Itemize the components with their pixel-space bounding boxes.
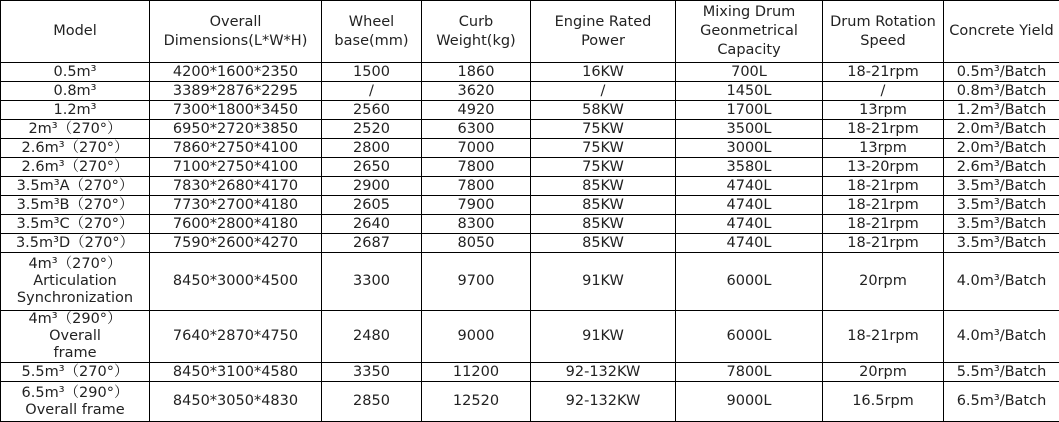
cell-engine-power: 75KW: [531, 120, 676, 139]
cell-rotation-speed: /: [823, 82, 944, 101]
cell-drum-capacity: 700L: [676, 63, 823, 82]
cell-concrete-yield: 2.0m³/Batch: [944, 139, 1059, 158]
cell-concrete-yield: 3.5m³/Batch: [944, 196, 1059, 215]
cell-engine-power: 58KW: [531, 101, 676, 120]
cell-dimensions: 3389*2876*2295: [150, 82, 322, 101]
cell-concrete-yield: 3.5m³/Batch: [944, 215, 1059, 234]
cell-engine-power: 85KW: [531, 196, 676, 215]
cell-curb-weight: 9000: [422, 311, 531, 363]
cell-drum-capacity: 6000L: [676, 253, 823, 311]
cell-wheelbase: 2650: [322, 158, 422, 177]
cell-wheelbase: 3300: [322, 253, 422, 311]
cell-drum-capacity: 9000L: [676, 382, 823, 422]
cell-wheelbase: /: [322, 82, 422, 101]
cell-wheelbase: 2560: [322, 101, 422, 120]
cell-model: 2.6m³（270°）: [1, 139, 150, 158]
cell-dimensions: 7830*2680*4170: [150, 177, 322, 196]
cell-drum-capacity: 4740L: [676, 196, 823, 215]
cell-curb-weight: 1860: [422, 63, 531, 82]
cell-drum-capacity: 3500L: [676, 120, 823, 139]
cell-wheelbase: 2480: [322, 311, 422, 363]
cell-model: 0.5m³: [1, 63, 150, 82]
cell-concrete-yield: 0.8m³/Batch: [944, 82, 1059, 101]
cell-rotation-speed: 18-21rpm: [823, 177, 944, 196]
cell-wheelbase: 2520: [322, 120, 422, 139]
cell-curb-weight: 8300: [422, 215, 531, 234]
cell-drum-capacity: 3000L: [676, 139, 823, 158]
cell-drum-capacity: 1450L: [676, 82, 823, 101]
cell-curb-weight: 6300: [422, 120, 531, 139]
cell-model: 3.5m³D（270°）: [1, 234, 150, 253]
cell-model: 3.5m³A（270°）: [1, 177, 150, 196]
cell-model: 2.6m³（270°）: [1, 158, 150, 177]
cell-drum-capacity: 4740L: [676, 215, 823, 234]
cell-rotation-speed: 16.5rpm: [823, 382, 944, 422]
header-engine-power: Engine Rated Power: [531, 1, 676, 63]
cell-rotation-speed: 18-21rpm: [823, 63, 944, 82]
cell-rotation-speed: 18-21rpm: [823, 234, 944, 253]
cell-curb-weight: 7900: [422, 196, 531, 215]
cell-model: 6.5m³（290°） Overall frame: [1, 382, 150, 422]
header-concrete-yield: Concrete Yield: [944, 1, 1059, 63]
table-row: [1, 139, 1059, 158]
cell-curb-weight: 12520: [422, 382, 531, 422]
table-row: [1, 196, 1059, 215]
cell-model: 3.5m³B（270°）: [1, 196, 150, 215]
cell-wheelbase: 3350: [322, 363, 422, 382]
cell-dimensions: 7860*2750*4100: [150, 139, 322, 158]
cell-concrete-yield: 4.0m³/Batch: [944, 311, 1059, 363]
cell-concrete-yield: 3.5m³/Batch: [944, 234, 1059, 253]
cell-concrete-yield: 4.0m³/Batch: [944, 253, 1059, 311]
cell-rotation-speed: 18-21rpm: [823, 215, 944, 234]
cell-dimensions: 8450*3000*4500: [150, 253, 322, 311]
cell-curb-weight: 7000: [422, 139, 531, 158]
cell-engine-power: 85KW: [531, 177, 676, 196]
cell-dimensions: 7730*2700*4180: [150, 196, 322, 215]
cell-engine-power: 75KW: [531, 139, 676, 158]
cell-drum-capacity: 1700L: [676, 101, 823, 120]
header-rotation-speed: Drum Rotation Speed: [823, 1, 944, 63]
cell-concrete-yield: 0.5m³/Batch: [944, 63, 1059, 82]
header-row: [1, 1, 1059, 63]
cell-engine-power: /: [531, 82, 676, 101]
cell-rotation-speed: 20rpm: [823, 363, 944, 382]
table-row: [1, 253, 1059, 311]
header-model: Model: [1, 1, 150, 63]
cell-curb-weight: 7800: [422, 177, 531, 196]
cell-drum-capacity: 7800L: [676, 363, 823, 382]
cell-dimensions: 8450*3050*4830: [150, 382, 322, 422]
cell-rotation-speed: 13rpm: [823, 139, 944, 158]
cell-model: 5.5m³（270°）: [1, 363, 150, 382]
table-row: [1, 363, 1059, 382]
cell-wheelbase: 2687: [322, 234, 422, 253]
cell-concrete-yield: 2.0m³/Batch: [944, 120, 1059, 139]
cell-dimensions: 8450*3100*4580: [150, 363, 322, 382]
cell-dimensions: 4200*1600*2350: [150, 63, 322, 82]
cell-model: 3.5m³C（270°）: [1, 215, 150, 234]
header-wheelbase: Wheel base(mm): [322, 1, 422, 63]
table-row: [1, 101, 1059, 120]
cell-dimensions: 7600*2800*4180: [150, 215, 322, 234]
cell-model: 4m³（270°） Articulation Synchronization: [1, 253, 150, 311]
cell-wheelbase: 2800: [322, 139, 422, 158]
cell-model: 0.8m³: [1, 82, 150, 101]
cell-rotation-speed: 13rpm: [823, 101, 944, 120]
cell-engine-power: 85KW: [531, 234, 676, 253]
table-row: [1, 311, 1059, 363]
cell-curb-weight: 7800: [422, 158, 531, 177]
cell-drum-capacity: 3580L: [676, 158, 823, 177]
cell-concrete-yield: 2.6m³/Batch: [944, 158, 1059, 177]
table-row: [1, 382, 1059, 422]
cell-rotation-speed: 18-21rpm: [823, 196, 944, 215]
cell-dimensions: 6950*2720*3850: [150, 120, 322, 139]
cell-rotation-speed: 18-21rpm: [823, 311, 944, 363]
cell-model: 2m³（270°）: [1, 120, 150, 139]
header-drum-capacity: Mixing Drum Geonmetrical Capacity: [676, 1, 823, 63]
cell-concrete-yield: 1.2m³/Batch: [944, 101, 1059, 120]
cell-engine-power: 92-132KW: [531, 363, 676, 382]
cell-dimensions: 7640*2870*4750: [150, 311, 322, 363]
cell-rotation-speed: 18-21rpm: [823, 120, 944, 139]
cell-curb-weight: 9700: [422, 253, 531, 311]
header-dimensions: Overall Dimensions(L*W*H): [150, 1, 322, 63]
cell-dimensions: 7590*2600*4270: [150, 234, 322, 253]
cell-engine-power: 91KW: [531, 253, 676, 311]
table-row: [1, 234, 1059, 253]
cell-wheelbase: 1500: [322, 63, 422, 82]
cell-dimensions: 7100*2750*4100: [150, 158, 322, 177]
cell-curb-weight: 3620: [422, 82, 531, 101]
table-row: [1, 177, 1059, 196]
cell-drum-capacity: 4740L: [676, 177, 823, 196]
cell-engine-power: 75KW: [531, 158, 676, 177]
cell-concrete-yield: 6.5m³/Batch: [944, 382, 1059, 422]
cell-wheelbase: 2605: [322, 196, 422, 215]
cell-curb-weight: 11200: [422, 363, 531, 382]
cell-engine-power: 16KW: [531, 63, 676, 82]
table-row: [1, 82, 1059, 101]
cell-drum-capacity: 6000L: [676, 311, 823, 363]
cell-curb-weight: 4920: [422, 101, 531, 120]
cell-wheelbase: 2900: [322, 177, 422, 196]
table-row: [1, 158, 1059, 177]
cell-wheelbase: 2640: [322, 215, 422, 234]
cell-wheelbase: 2850: [322, 382, 422, 422]
cell-concrete-yield: 5.5m³/Batch: [944, 363, 1059, 382]
cell-engine-power: 85KW: [531, 215, 676, 234]
cell-rotation-speed: 13-20rpm: [823, 158, 944, 177]
cell-model: 4m³（290°）Overall frame: [1, 311, 150, 363]
header-curb-weight: Curb Weight(kg): [422, 1, 531, 63]
cell-engine-power: 91KW: [531, 311, 676, 363]
cell-model: 1.2m³: [1, 101, 150, 120]
cell-drum-capacity: 4740L: [676, 234, 823, 253]
cell-engine-power: 92-132KW: [531, 382, 676, 422]
cell-curb-weight: 8050: [422, 234, 531, 253]
table-row: [1, 120, 1059, 139]
table-row: [1, 215, 1059, 234]
cell-rotation-speed: 20rpm: [823, 253, 944, 311]
table-row: [1, 63, 1059, 82]
cell-concrete-yield: 3.5m³/Batch: [944, 177, 1059, 196]
cell-dimensions: 7300*1800*3450: [150, 101, 322, 120]
